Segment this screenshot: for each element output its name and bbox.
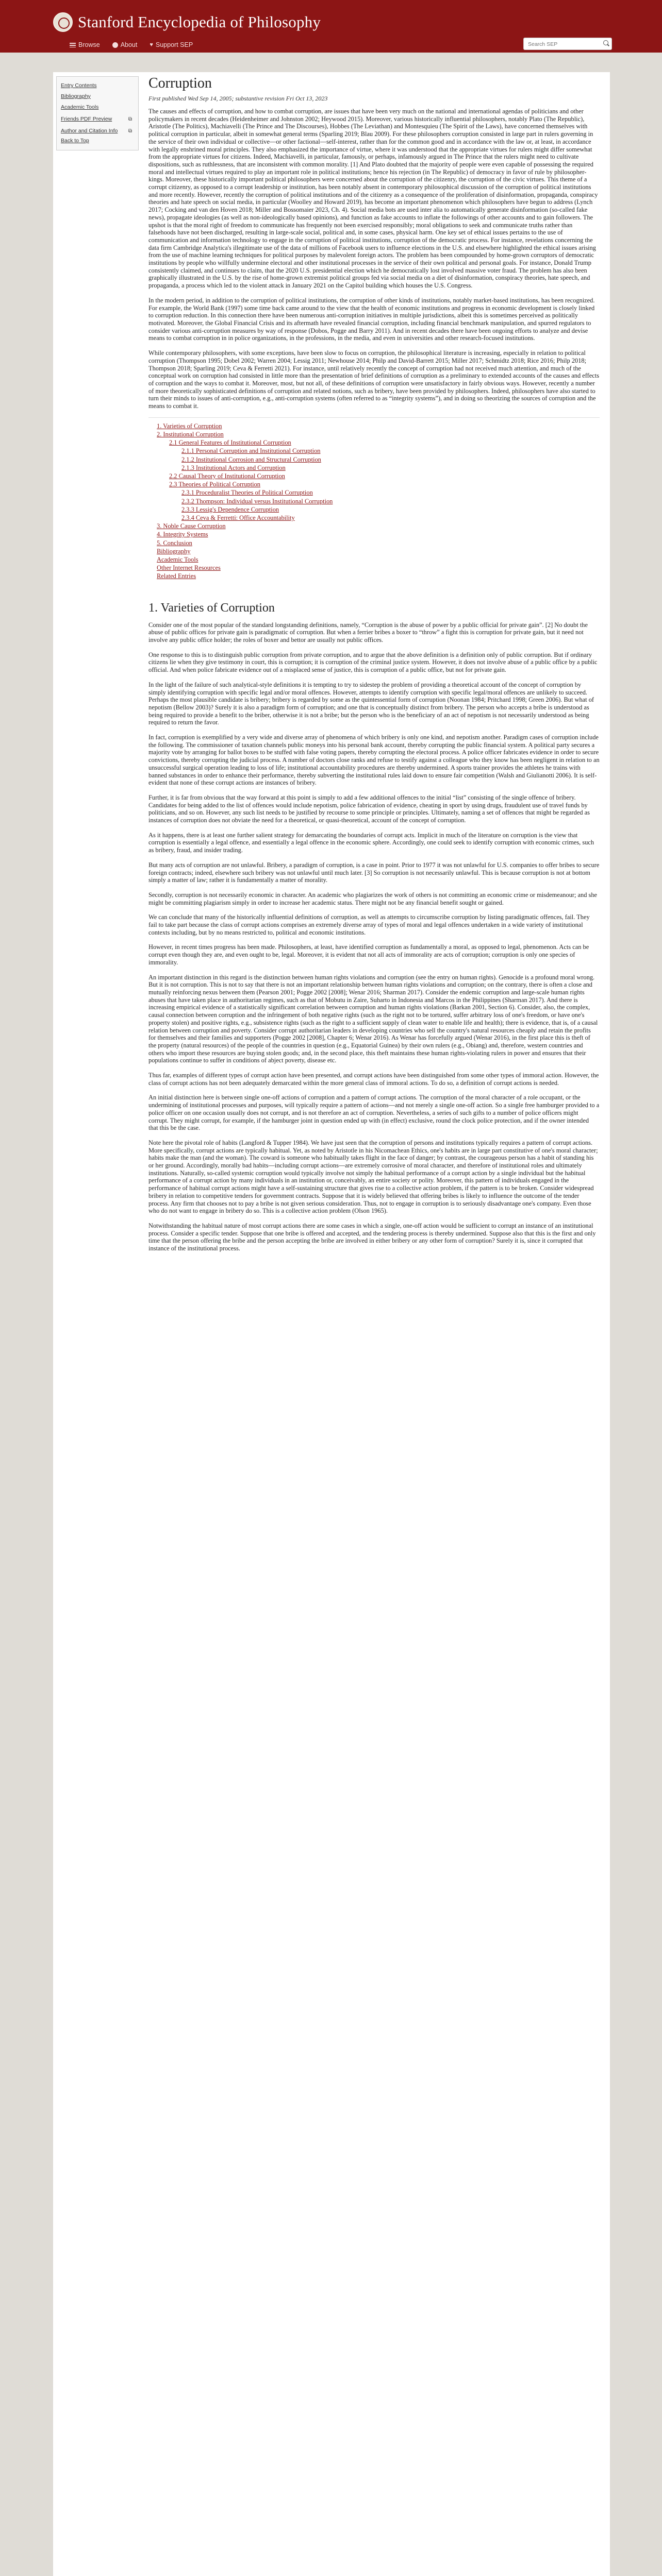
sidebar-item-bibliography[interactable]: Bibliography (61, 93, 91, 99)
site-header (0, 0, 662, 53)
toc-link[interactable]: Related Entries (157, 572, 196, 580)
search-input[interactable] (527, 40, 601, 48)
paragraph: An initial distinction here is between single one-off actions of corruption and a pattern of corrupt actions. The corruption of the moral character of a role occupant, or the undermining of institutional processes and purposes, will typically require a pattern of actions—and not merely a single one-off action. So a single free hamburger provided to a police officer on one occasion usually does not corrupt, and is not therefore an act of corruption. Nevertheless, a series of such gifts to a number of police officers might corrupt. They might corrupt, for example, if the hamburger joint in question ended up with (in effect) exclusive, round the clock police protection, and if the owner intended that this be the case. (148, 1094, 600, 1132)
search-box (523, 38, 612, 50)
search-icon[interactable] (603, 40, 608, 45)
section-heading: 1. Varieties of Corruption (148, 601, 275, 615)
toc-link[interactable]: 4. Integrity Systems (157, 531, 208, 538)
toc-link[interactable]: 2.3 Theories of Political Corruption (169, 481, 261, 488)
toc-link[interactable]: Academic Tools (157, 555, 198, 563)
sidebar-item-academic-tools[interactable]: Academic Tools (61, 104, 99, 110)
table-of-contents (148, 417, 600, 581)
toc-link[interactable]: 2.1.3 Institutional Actors and Corruption (181, 464, 286, 471)
toc-link[interactable]: 2.3.2 Thompson: Individual versus Institutional Corruption (181, 497, 333, 505)
paragraph: While contemporary philosophers, with some exceptions, have been slow to focus on corruption, the philosophical literature is increasing, especially in relation to political corruption (Thompson 1995; Dobel 2002; Warren 2004; Lessig 2011; Newhouse 2014; Philp and David-Barrett 2015; Miller 2017; Schmidtz 2018; Rice 2016; Philp 2018; Thompson 2018; Sparling 2019; Ceva & Ferretti 2021). For instance, until relatively recently the concept of corruption had not received much attention, and much of the conceptual work on corruption had consisted in little more than the presentation of brief definitions of corruption as a preliminary to extended accounts of the causes and effects of corruption and the ways to combat it. Moreover, most, but not all, of these definitions of corruption were unsatisfactory in fairly obvious ways. However, recently a number of more theoretically sophisticated definitions of corruption and related notions, such as bribery, have been provided by philosophers. Indeed, philosophers have also started to turn their minds to issues of anti-corruption, e.g., anti-corruption systems (often referred to as “integrity systems”), and in doing so theorizing the sources of corruption and the means to combat it. (148, 349, 600, 410)
sep-seal-icon (53, 12, 73, 32)
menu-icon (70, 43, 76, 47)
nav-support-label: Support SEP (155, 41, 193, 48)
toc-link[interactable]: 2.1.2 Institutional Corrosion and Structural Corruption (181, 455, 321, 463)
toc-link[interactable]: 3. Noble Cause Corruption (157, 522, 226, 530)
paragraph: The causes and effects of corruption, and how to combat corruption, are issues that have been very much on the national and international agendas of politicians and other policymakers in recent decades (Heidenheimer and Johnston 2002; Heywood 2015). Moreover, various historically influential philosophers, notably Plato (The Republic), Aristotle (The Politics), Machiavelli (The Prince and The Discourses), Hobbes (The Leviathan) and Montesquieu (The Spirit of the Laws), have concerned themselves with political corruption in particular, albeit in somewhat general terms (Sparling 2019; Blau 2009). For these philosophers corruption consisted in large part in rulers governing in the service of their own individual or collective—or other factional—self-interest, rather than for the common good and in accordance with the law or, at least, in accordance with legally enshrined moral principles. They also emphasized the importance of virtue, where it was understood that the appropriate virtues for rulers might differ somewhat from the appropriate virtues for citizens. Indeed, Machiavelli, in particular, famously, or perhaps, infamously argued in The Prince that the rulers might need to cultivate dispositions, such as ruthlessness, that are inconsistent with common morality. [1] And Plato doubted that the majority of people were even capable of possessing the required moral and intellectual virtues required to play an important role in political institutions; hence his rejection (in The Republic) of democracy in favor of rule by philosopher-kings. Moreover, these historically important political philosophers were concerned about the corruption of the citizenry, the corruption of the civic virtues. This theme of a corrupt citizenry, as opposed to a corrupt leadership or institution, has been notably absent in contemporary philosophical discussion of the corruption of political institutions and more recently. However, recently the corruption of political institutions and of the citizenry as a consequence of the proliferation of disinformation, propaganda, conspiracy theories and hate speech on social media, in particular (Woolley and Howard 2019), has become an important phenomenon which philosophers have begun to address (Lynch 2017; Cocking and van den Hoven 2018; Miller and Bossomaier 2023, Ch. 4). Social media bots are used inter alia to automatically generate disinformation (so-called fake news), propagate ideologies (as well as non-ideologically based opinions), and function as fake accounts to inflate the followings of other accounts and to gain followers. The upshot is that the moral right of freedom to communicate has frequently not been exercised responsibly; moral obligations to seek and communicate truths rather than falsehoods have not been discharged, resulting in large-scale social, political and, in some cases, physical harm. One key set of ethical issues pertains to the use of communication and information technology to engage in the corruption of political institutions, corruption of the democratic process. For instance, revelations concerning the data firm Cambridge Analytica's illegitimate use of the data of millions of Facebook users to influence elections in the U.S. and elsewhere highlighted the ethical issues arising from the use of machine learning techniques for political purposes by malevolent foreign actors. The problem has been compounded by home-grown corruptors of democratic institutions by people who willfully undermine electoral and other institutional processes in the service of their own political and personal goals. For instance, Donald Trump consistently claimed, and continues to claim, that the 2020 U.S. presidential election which he democratically lost involved massive voter fraud. The problem has also been graphically illustrated in the U.S. by the rise of home-grown extremist political groups fed via social media on a diet of disinformation, conspiracy theories, hate speech, and propaganda, a process which led to the violent attack in January 2021 on the Capitol building which houses the U.S. Congress. (148, 108, 598, 290)
toc-link[interactable]: 5. Conclusion (157, 539, 192, 547)
page-body (53, 72, 610, 2576)
toc-link[interactable]: 1. Varieties of Corruption (157, 422, 222, 430)
site-title: Stanford Encyclopedia of Philosophy (78, 13, 321, 31)
toc-link[interactable]: 2.1 General Features of Institutional Corruption (169, 439, 291, 447)
entry-main (148, 75, 600, 1260)
entry-title: Corruption (148, 75, 212, 91)
nav-browse[interactable] (70, 41, 100, 48)
paragraph: However, in recent times progress has been made. Philosophers, at least, have identified corruption as fundamentally a moral, as opposed to legal, phenomenon. Acts can be corrupt even though they are, and even ought to be, legal. Moreover, it is evident that not all acts of immorality are acts of corruption; corruption is only one species of immorality. (148, 943, 589, 966)
heart-icon: ♥ (150, 42, 153, 48)
sidebar-item-author-citation[interactable]: Author and Citation Info ⧉ (61, 128, 132, 134)
paragraph: Consider one of the most popular of the standard longstanding definitions, namely, “Corruption is the abuse of power by a public official for private gain”. [2] No doubt the abuse of public offices for private gain is paradigmatic of corruption. But when a ferrier bribes a boxer to “throw” a fight this is corruption for private gain, but it need not involve any public office holder; the roles of boxer and bettor are usually not public offices. (148, 621, 588, 643)
publication-info: First published Wed Sep 14, 2005; substantive revision Fri Oct 13, 2023 (148, 95, 328, 102)
nav-browse-label: Browse (78, 41, 100, 48)
paragraph: Thus far, examples of different types of corrupt action have been presented, and corrupt actions have been distinguished from some other types of immoral action. However, the class of corrupt actions has not been adequately demarcated within the more general class of immoral actions. To do so, a definition of corrupt actions is needed. (148, 1072, 599, 1087)
paragraph: Further, it is far from obvious that the way forward at this point is simply to add a few additional offences to the initial “list” consisting of the single offence of bribery. Candidates for being added to the list of offences would include nepotism, police fabrication of evidence, cheating in sport by using drugs, fraudulent use of travel funds by politicians, and so on. However, any such list needs to be justified by recourse to some principle or principles. Ultimately, naming a set of offences that might be regarded as instances of corruption does not obviate the need for a theoretical, or quasi-theoretical, account of the concept of corruption. (148, 793, 590, 824)
entry-preamble (148, 108, 600, 410)
paragraph: But many acts of corruption are not unlawful. Bribery, a paradigm of corruption, is a case in point. Prior to 1977 it was not unlawful for U.S. companies to offer bribes to secure foreign contracts; indeed, elsewhere such bribery was not unlawful until much later. [3] So corruption is not necessarily unlawful. This is because corruption is not at bottom simply a matter of law; rather it is fundamentally a matter of morality. (148, 861, 600, 884)
external-link-icon: ⧉ (128, 116, 132, 122)
nav-about[interactable] (112, 41, 138, 48)
info-icon (112, 42, 118, 48)
site-logo[interactable] (53, 12, 321, 32)
paragraph: We can conclude that many of the historically influential definitions of corruption, as well as attempts to circumscribe corruption by listing paradigmatic offences, fail. They fail to take part because the class of corrupt actions comprises an extremely diverse array of types of moral and legal offences undertaken in a wide variety of institutional contexts including, but by no means restricted to, political and economic institutions. (148, 913, 590, 936)
nav-about-label: About (120, 41, 138, 48)
paragraph: One response to this is to distinguish public corruption from private corruption, and to argue that the above definition is a definition only of public corruption. But if ordinary citizens lie when they give testimony in court, this is corruption; it is corruption of the criminal justice system. However, it does not involve abuse of a public office by a public official. And when police fabricate evidence out of a misplaced sense of justice, this is corruption of a public office, but not for private gain. (148, 651, 598, 674)
toc-link[interactable]: 2.2 Causal Theory of Institutional Corruption (169, 472, 285, 480)
paragraph: In fact, corruption is exemplified by a very wide and diverse array of phenomena of which bribery is only one kind, and nepotism another. Paradigm cases of corruption include the following. The commissioner of taxation channels public moneys into his personal bank account, thereby corrupting the public financial system. A political party secures a majority vote by arranging for ballot boxes to be stuffed with false voting papers, thereby corrupting the electoral process. A police officer fabricates evidence in order to secure convictions, thereby corrupting the judicial process. A number of doctors close ranks and refuse to testify against a colleague who they know has been negligent in relation to an unsuccessful surgical operation leading to loss of life; institutional accountability procedures are thereby undermined. A sports trainer provides the athletes he trains with banned substances in order to enhance their performance, thereby subverting the institutional rules laid down to ensure fair competition (Walsh and Giulianotti 2006). It is self-evident that none of these corrupt actions are instances of bribery. (148, 734, 600, 787)
toc-link[interactable]: 2.1.1 Personal Corruption and Institutional Corruption (181, 447, 321, 455)
paragraph: Note here the pivotal role of habits (Langford & Tupper 1984). We have just seen that the corruption of persons and institutions typically requires a pattern of corrupt actions. More specifically, corrupt actions are typically habitual. Yet, as noted by Aristotle in his Nicomachean Ethics, one's habits are in large part constitutive of one's moral character; habits make the man (and the woman). The coward is someone who habitually takes flight in the face of danger; by contrast, the courageous person has a habit of standing his or her ground. Accordingly, morally bad habits—including corrupt actions—are extremely corrosive of moral character, and therefore of institutional roles and ultimately institutions. Naturally, so-called systemic corruption would typically involve not simply the habitual performance of a corrupt action by a single individual but the habitual performance of a corrupt action by many individuals in an institution or, conceivably, an entire society or polity. Moreover, this pattern of individuals engaged in the performance of habitual corrupt actions might have a self-sustaining structure that gives rise to a collective action problem, if the pattern is to be broken. Consider widespread bribery in relation to competitive tenders for government contracts. Suppose that it is widely believed that offering bribes is likely to influence the outcome of the tender process. Any firm that chooses not to pay a bribe is not given serious consideration. Thus, not to engage in corruption is to seriously disadvantage one's company. Even those who do not want to engage in bribery do so. This is a collective action problem (Olson 1965). (148, 1139, 598, 1215)
paragraph: Secondly, corruption is not necessarily economic in character. An academic who plagiarizes the work of others is not committing an economic crime or misdemeanour; and she might be committing plagiarism simply in order to increase her academic status. There might not be any financial benefit sought or gained. (148, 891, 598, 906)
toc-link[interactable]: 2.3.3 Lessig's Dependence Corruption (181, 505, 279, 513)
sidebar-item-entry-contents[interactable]: Entry Contents (61, 82, 97, 89)
toc-link[interactable]: Bibliography (157, 547, 191, 555)
paragraph: Notwithstanding the habitual nature of most corrupt actions there are some cases in which a single, one-off action would be sufficient to corrupt an instance of an institutional process. Consider a specific tender. Suppose that one bribe is offered and accepted, and the tendering process is thereby undermined. Suppose also that this is the first and only time that the person offering the bribe and the person accepting the bribe are involved in either bribery or any other form of corruption? Surely it is, since it corrupted that instance of the institutional process. (148, 1222, 596, 1252)
toc-link[interactable]: Other Internet Resources (157, 564, 221, 572)
sidebar-item-back-to-top[interactable]: Back to Top (61, 138, 89, 144)
main-nav (70, 41, 205, 48)
paragraph: As it happens, there is at least one further salient strategy for demarcating the boundaries of corrupt acts. Implicit in much of the literature on corruption is the view that corruption is essentially a legal offence, and essentially a legal offence in the economic sphere. Accordingly, one could seek to identify corruption with economic crimes, such as bribery, fraud, and insider trading. (148, 831, 594, 854)
section-1-body (148, 621, 600, 1252)
external-link-icon: ⧉ (128, 128, 132, 134)
paragraph: In the light of the failure of such analytical-style definitions it is tempting to try to sidestep the problem of providing a theoretical account of the concept of corruption by simply identifying corruption with specific legal and/or moral offences. However, attempts to identify corruption with specific legal/moral offences are unlikely to succeed. Perhaps the most plausible candidate is bribery; bribery is regarded by some as the quintessential form of corruption (Noonan 1984; Pritchard 1998; Green 2006). But what of nepotism (Bellow 2003)? Surely it is also a paradigm form of corruption; and one that is conceptually distinct from bribery. The person who accepts a bribe is understood as being required to provide a benefit to the briber, otherwise it is not a bribe; but the person who is the beneficiary of an act of nepotism is not necessarily understood as being required to return the favor. (148, 681, 594, 726)
entry-navigation (56, 76, 139, 150)
paragraph: In the modern period, in addition to the corruption of political institutions, the corruption of other kinds of institutions, notably market-based institutions, has been recognized. For example, the World Bank (1997) some time back came around to the view that the health of economic institutions and progress in economic development is closely linked to corruption reduction. In this connection there have been numerous anti-corruption initiatives in multiple jurisdictions, albeit this is sometimes perceived as politically motivated. Moreover, the Global Financial Crisis and its aftermath have revealed financial corruption, including financial benchmark manipulation, and spurred regulators to consider various anti-corruption measures by way of response (Dobos, Pogge and Barry 2011). And in recent decades there have been ongoing efforts to analyze and devise means to combat corruption in in police organizations, in the professions, in the media, and even in universities and other research-focused institutions. (148, 296, 595, 342)
toc-link[interactable]: 2.3.1 Proceduralist Theories of Political Corruption (181, 489, 313, 497)
paragraph: An important distinction in this regard is the distinction between human rights violations and corruption (see the entry on human rights). Genocide is a profound moral wrong. But it is not corruption. This is not to say that there is not an important relationship between human rights violations and corruption; on the contrary, there is often a close and mutually reinforcing nexus between them (Pearson 2001; Pogge 2002 [2008]; Wenar 2016; Sharman 2017). Consider the endemic corruption and large-scale human rights abuses that have taken place in authoritarian regimes, such as that of Mobutu in Zaire, Suharto in Indonesia and Marcos in the Philippines (Sharman 2017). And there is increasing empirical evidence of a statistically significant correlation between corruption and human rights violations (Barkan 2001, Section 6). Consider, also, the complex, causal connection between corruption and the infringement of both negative rights (such as the right not to be tortured, suffer arbitrary loss of one's freedom, or have one's property stolen) and positive rights, e.g., subsistence rights (such as the right to a sufficient supply of clean water to enable life and health); there is evidence, that is, of a causal relation between corruption and poverty. Consider corrupt authoritarian leaders in developing countries who sell the country's natural resources cheaply and retain the profits for themselves and their families and supporters (Pogge 2002 [2008], Chapter 6; Wenar 2016). As Wenar has forcefully argued (Wenar 2016), in the first place this is theft of the property (natural resources) of the people of the countries in question (e.g., Equatorial Guinea) by their own rulers (e.g., Obiang) and, therefore, western countries and others who import these resources are buying stolen goods; and, in the second place, this theft maintains these human rights-violating rulers in power and ensures that their populations continue to suffer in conditions of abject poverty, disease etc. (148, 973, 598, 1064)
toc-link[interactable]: 2.3.4 Ceva & Ferretti: Office Accountability (181, 514, 295, 521)
nav-support[interactable] (150, 41, 193, 48)
toc-link[interactable]: 2. Institutional Corruption (157, 430, 224, 438)
sidebar-item-friends-pdf-preview[interactable]: Friends PDF Preview ⧉ (61, 116, 132, 122)
